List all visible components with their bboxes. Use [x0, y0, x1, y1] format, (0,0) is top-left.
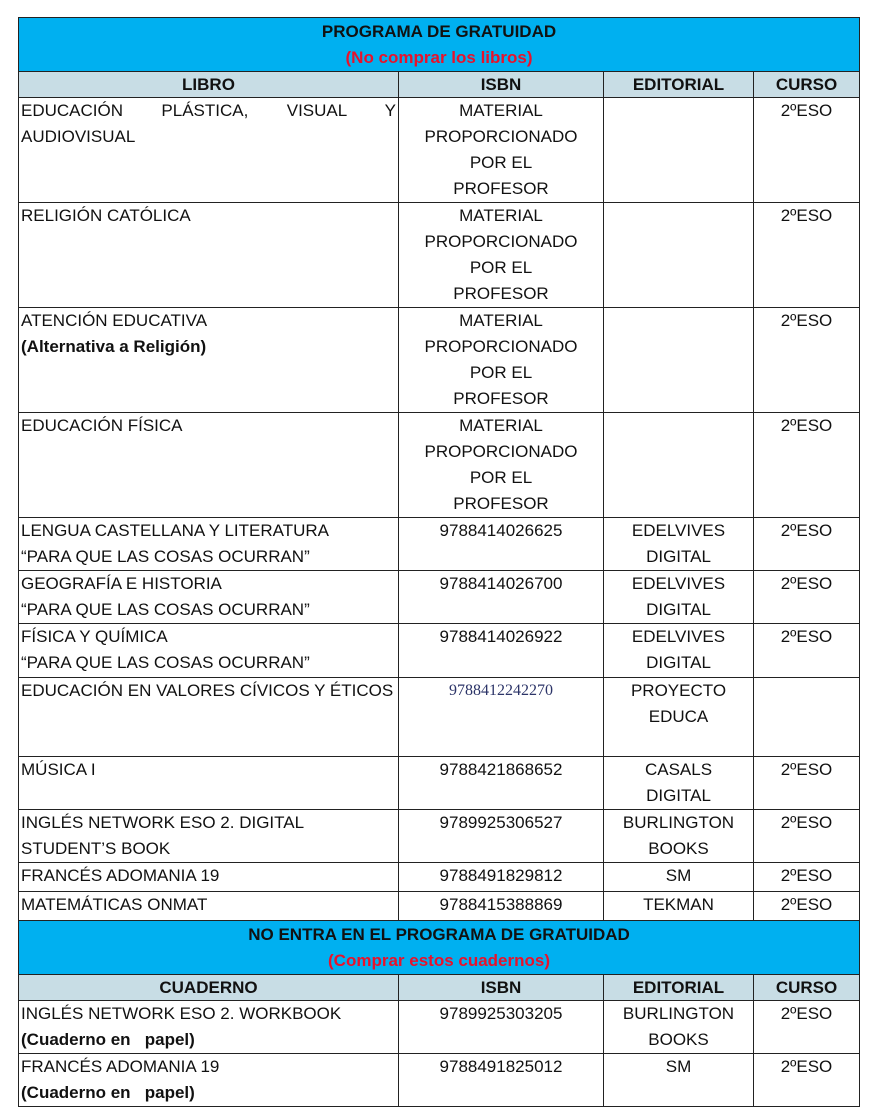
- section1-title: PROGRAMA DE GRATUIDAD: [321, 22, 557, 41]
- curso-cell: 2ºESO: [754, 757, 860, 810]
- table-row: [19, 203, 860, 308]
- curso-cell: 2ºESO: [754, 1054, 860, 1107]
- libro-cell: [19, 571, 399, 624]
- editorial-cell: [604, 308, 754, 413]
- table-row: [19, 413, 860, 518]
- editorial-cell: SM: [604, 863, 754, 892]
- curso-cell: 2ºESO: [754, 863, 860, 892]
- isbn-cell: 9788412242270: [399, 678, 604, 757]
- libro-cell: [19, 1054, 399, 1107]
- libro-title: MATEMÁTICAS ONMAT: [21, 895, 208, 914]
- libro-cell: [19, 203, 399, 308]
- section1-banner: [19, 18, 860, 72]
- editorial-cell: EDELVIVES DIGITAL: [604, 571, 754, 624]
- col-header-editorial: EDITORIAL: [604, 72, 754, 98]
- section2-banner: [19, 921, 860, 975]
- table-row: [19, 571, 860, 624]
- libro-cell: [19, 678, 399, 757]
- curso-cell: 2ºESO: [754, 571, 860, 624]
- libro-title: RELIGIÓN CATÓLICA: [21, 206, 191, 225]
- table-row: [19, 1001, 860, 1054]
- libro-title: INGLÉS NETWORK ESO 2. DIGITAL STUDENT’S BOOK: [21, 813, 304, 858]
- table-row: [19, 308, 860, 413]
- libro-title: ATENCIÓN EDUCATIVA: [21, 311, 208, 330]
- col-header-curso: CURSO: [754, 975, 860, 1001]
- libro-subtitle: (Alternativa a Religión): [21, 337, 207, 356]
- editorial-cell: PROYECTO EDUCA: [604, 678, 754, 757]
- editorial-cell: BURLINGTON BOOKS: [604, 1001, 754, 1054]
- col-header-cuaderno: CUADERNO: [19, 975, 399, 1001]
- libro-title: GEOGRAFÍA E HISTORIA: [21, 574, 222, 593]
- editorial-cell: [604, 203, 754, 308]
- libro-subtitle: (Cuaderno en papel): [21, 1030, 195, 1049]
- libro-subtitle: “PARA QUE LAS COSAS OCURRAN”: [21, 547, 310, 566]
- editorial-cell: EDELVIVES DIGITAL: [604, 518, 754, 571]
- isbn-cell: 9788414026922: [399, 624, 604, 678]
- libro-title: EDUCACIÓN FÍSICA: [21, 416, 183, 435]
- libro-cell: [19, 757, 399, 810]
- libro-cell: [19, 413, 399, 518]
- editorial-cell: [604, 413, 754, 518]
- isbn-cell: 9789925306527: [399, 810, 604, 863]
- curso-cell: [754, 678, 860, 757]
- section2-title: NO ENTRA EN EL PROGRAMA DE GRATUIDAD: [248, 925, 630, 944]
- section2-banner-row: [19, 921, 860, 975]
- libro-cell: [19, 518, 399, 571]
- libro-cell: [19, 1001, 399, 1054]
- libro-cell: [19, 892, 399, 921]
- isbn-cell: 9788491825012: [399, 1054, 604, 1107]
- col-header-isbn: ISBN: [399, 975, 604, 1001]
- libro-title: FRANCÉS ADOMANIA 19: [21, 866, 220, 885]
- curso-cell: 2ºESO: [754, 624, 860, 678]
- libro-title: FÍSICA Y QUÍMICA: [21, 627, 168, 646]
- libro-title: MÚSICA I: [21, 760, 96, 779]
- curso-cell: 2ºESO: [754, 518, 860, 571]
- curso-cell: 2ºESO: [754, 1001, 860, 1054]
- libro-cell: [19, 98, 399, 203]
- editorial-cell: BURLINGTON BOOKS: [604, 810, 754, 863]
- libro-subtitle: (Cuaderno en papel): [21, 1083, 195, 1102]
- curso-cell: 2ºESO: [754, 98, 860, 203]
- table-row: [19, 863, 860, 892]
- isbn-cell: MATERIAL PROPORCIONADO POR EL PROFESOR: [399, 203, 604, 308]
- isbn-cell: 9789925303205: [399, 1001, 604, 1054]
- editorial-cell: CASALS DIGITAL: [604, 757, 754, 810]
- curso-cell: 2ºESO: [754, 892, 860, 921]
- isbn-cell: 9788491829812: [399, 863, 604, 892]
- isbn-cell: MATERIAL PROPORCIONADO POR EL PROFESOR: [399, 98, 604, 203]
- section2-header-row: [19, 975, 860, 1001]
- editorial-cell: [604, 98, 754, 203]
- curso-cell: 2ºESO: [754, 308, 860, 413]
- libro-subtitle: “PARA QUE LAS COSAS OCURRAN”: [21, 600, 310, 619]
- section2-subtitle: (Comprar estos cuadernos): [328, 951, 551, 970]
- libro-cell: [19, 624, 399, 678]
- editorial-cell: SM: [604, 1054, 754, 1107]
- table-body: [19, 18, 860, 1107]
- isbn-cell: MATERIAL PROPORCIONADO POR EL PROFESOR: [399, 413, 604, 518]
- section1-subtitle: (No comprar los libros): [345, 48, 533, 67]
- isbn-cell: 9788421868652: [399, 757, 604, 810]
- table-row: [19, 678, 860, 757]
- col-header-libro: LIBRO: [19, 72, 399, 98]
- curso-cell: 2ºESO: [754, 810, 860, 863]
- textbook-list-table: [18, 17, 860, 1107]
- col-header-isbn: ISBN: [399, 72, 604, 98]
- libro-subtitle: “PARA QUE LAS COSAS OCURRAN”: [21, 653, 310, 672]
- libro-cell: [19, 308, 399, 413]
- section1-header-row: [19, 72, 860, 98]
- table-row: [19, 757, 860, 810]
- editorial-cell: TEKMAN: [604, 892, 754, 921]
- table-row: [19, 624, 860, 678]
- libro-cell: [19, 863, 399, 892]
- isbn-cell: 9788415388869: [399, 892, 604, 921]
- libro-title: FRANCÉS ADOMANIA 19: [21, 1057, 220, 1076]
- table-row: [19, 518, 860, 571]
- isbn-cell: 9788414026625: [399, 518, 604, 571]
- libro-title: LENGUA CASTELLANA Y LITERATURA: [21, 521, 330, 540]
- section1-banner-row: [19, 18, 860, 72]
- table-row: [19, 810, 860, 863]
- curso-cell: 2ºESO: [754, 413, 860, 518]
- isbn-cell: MATERIAL PROPORCIONADO POR EL PROFESOR: [399, 308, 604, 413]
- libro-title: INGLÉS NETWORK ESO 2. WORKBOOK: [21, 1004, 342, 1023]
- isbn-cell: 9788414026700: [399, 571, 604, 624]
- editorial-cell: EDELVIVES DIGITAL: [604, 624, 754, 678]
- table-row: [19, 1054, 860, 1107]
- libro-title: EDUCACIÓN EN VALORES CÍVICOS Y ÉTICOS: [21, 681, 394, 700]
- table-row: [19, 892, 860, 921]
- col-header-curso: CURSO: [754, 72, 860, 98]
- libro-title: EDUCACIÓN PLÁSTICA, VISUAL Y AUDIOVISUAL: [21, 101, 396, 146]
- curso-cell: 2ºESO: [754, 203, 860, 308]
- libro-cell: [19, 810, 399, 863]
- col-header-editorial: EDITORIAL: [604, 975, 754, 1001]
- table-row: [19, 98, 860, 203]
